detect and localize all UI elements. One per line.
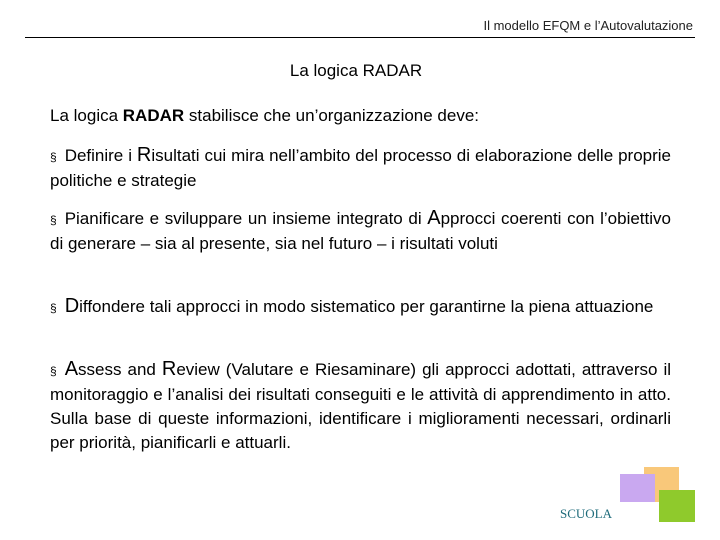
decorative-square-green xyxy=(659,490,695,522)
bullet-marker: § xyxy=(50,213,57,227)
bullet-marker: § xyxy=(50,301,57,315)
intro-text xyxy=(50,106,479,126)
bullet-text-rest: pprocci coerenti con l’obiettivo di generare – sia al presente, sia nel futuro – i risultati voluti xyxy=(50,209,671,253)
bullet-text-mid: ssess and xyxy=(78,360,162,379)
bullet-marker: § xyxy=(50,364,57,378)
bullet-deploy xyxy=(50,294,671,320)
bullet-initial: A xyxy=(427,207,441,229)
bullet-marker: § xyxy=(50,150,57,164)
header-divider xyxy=(25,37,695,38)
slide-title: La logica RADAR xyxy=(289,61,423,80)
bullet-initial: D xyxy=(64,295,80,317)
bullet-text-rest: iffondere tali approcci in modo sistematico per garantirne la piena attuazione xyxy=(79,297,654,316)
intro-bold: RADAR xyxy=(122,106,185,125)
footer-label: SCUOLA xyxy=(560,506,613,521)
bullet-initial-2: R xyxy=(161,358,177,380)
bullet-results xyxy=(50,143,671,193)
decorative-square-purple xyxy=(620,474,655,502)
intro-suffix: stabilisce che un’organizzazione deve: xyxy=(184,106,480,125)
bullet-assess-review xyxy=(50,357,671,455)
bullet-text-rest: eview (Valutare e Riesaminare) gli approcci adottati, attraverso il monitoraggio e l’analisi dei risultati conseguiti e le attività di apprendimento in atto. Sulla base di queste informazioni, identificare i miglioramenti necessari, ordinarli per priorità, pianificarli e attuarli. xyxy=(50,360,672,452)
intro-prefix: La logica xyxy=(50,106,123,125)
bullet-text-rest: isultati cui mira nell’ambito del processo di elaborazione delle proprie politiche e strategie xyxy=(50,146,672,190)
bullet-initial: R xyxy=(136,144,152,166)
header-title: Il modello EFQM e l’Autovalutazione xyxy=(483,18,693,33)
bullet-initial: A xyxy=(64,358,79,380)
bullet-text-pre: Definire i xyxy=(64,146,137,165)
bullet-text-pre: Pianificare e sviluppare un insieme integrato di xyxy=(64,209,428,228)
bullet-approach xyxy=(50,206,671,256)
